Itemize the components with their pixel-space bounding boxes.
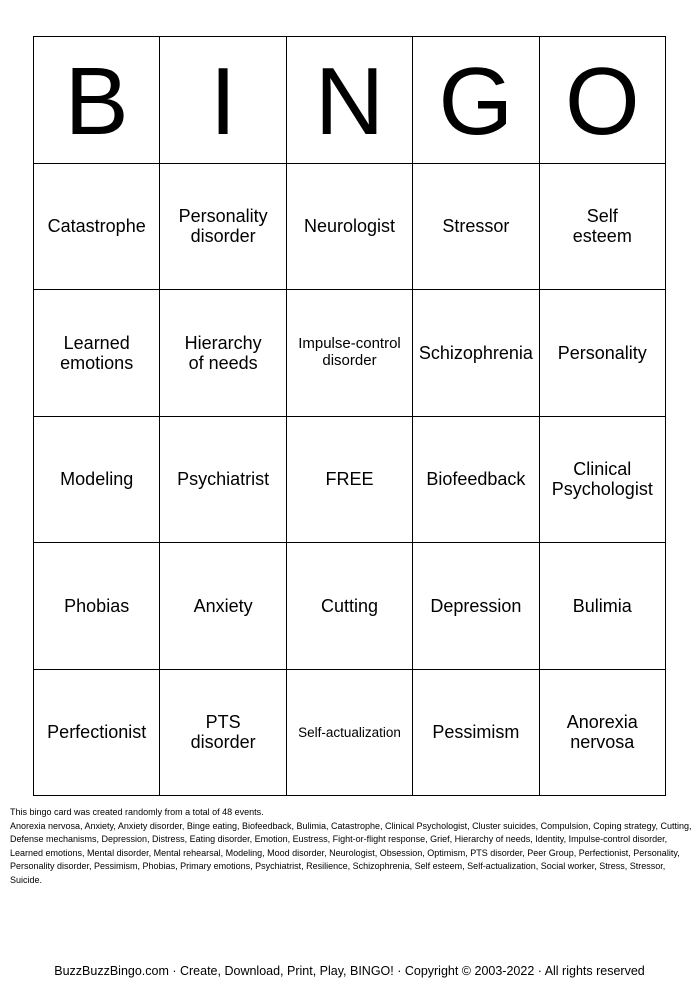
header-letter: G: [438, 47, 514, 155]
cell-text: Perfectionist: [47, 722, 147, 743]
bingo-cell: [413, 417, 539, 544]
header-cell-b: [34, 37, 160, 164]
cell-text: FREE: [325, 469, 374, 490]
bingo-cell: [34, 290, 160, 417]
cell-text: Pessimism: [432, 722, 520, 743]
bingo-cell: [540, 417, 666, 544]
header-letter: I: [209, 47, 237, 155]
bingo-cell: [413, 290, 539, 417]
bingo-cell: [34, 670, 160, 797]
bingo-cell: [287, 670, 413, 797]
bingo-card: [33, 36, 666, 796]
event-list: Anorexia nervosa, Anxiety, Anxiety disorder, Binge eating, Biofeedback, Bulimia, Catastrophe, Clinical Psychologist, Cluster suicides, Compulsion, Coping strategy, Cutting, Defense mechanisms, Depression, Distress, Eating disorder, Emotion, Eustress, Fight-or-flight response, Grief, Hierarchy of needs, Identity, Impulse-control disorder, Learned emotions, Mental disorder, Mental rehearsal, Modeling, Mood disorder, Neurologist, Obsession, Optimism, PTS disorder, Peer Group, Perfectionist, Personality, Personality disorder, Pessimism, Phobias, Primary emotions, Psychiatrist, Resilience, Schizophrenia, Self esteem, Self-actualization, Social worker, Stress, Stressor, Suicide.: [10, 820, 692, 885]
cell-text: Depression: [430, 595, 522, 616]
bingo-cell: [413, 164, 539, 291]
bingo-cell: [540, 670, 666, 797]
bingo-cell: [34, 543, 160, 670]
bingo-cell: [34, 164, 160, 291]
cell-text: Neurologist: [303, 216, 396, 237]
cell-text: Self esteem: [572, 206, 632, 247]
cell-text: Psychiatrist: [177, 469, 270, 490]
copyright-footer: BuzzBuzzBingo.com · Create, Download, Print, Play, BINGO! · Copyright © 2003-2022 · All rights reserved: [54, 964, 645, 978]
bingo-cell: [160, 164, 286, 291]
cell-text: Impulse-control disorder: [298, 334, 401, 369]
cell-text: Bulimia: [572, 595, 632, 616]
bingo-cell: [413, 670, 539, 797]
cell-text: Modeling: [60, 469, 134, 490]
bingo-cell: [413, 543, 539, 670]
header-cell-g: [413, 37, 539, 164]
free-space: [287, 417, 413, 544]
cell-text: Personality disorder: [178, 206, 268, 247]
cell-text: Schizophrenia: [418, 342, 533, 363]
card-intro: This bingo card was created randomly from a total of 48 events.: [10, 807, 264, 817]
bingo-cell: [160, 290, 286, 417]
header-letter: B: [64, 47, 129, 155]
header-letter: N: [314, 47, 385, 155]
bingo-cell: [540, 164, 666, 291]
header-cell-i: [160, 37, 286, 164]
card-notes: [10, 806, 692, 888]
bingo-cell: [160, 417, 286, 544]
cell-text: Phobias: [64, 595, 130, 616]
cell-text: Clinical Psychologist: [551, 459, 653, 500]
bingo-cell: [160, 670, 286, 797]
cell-text: Biofeedback: [426, 469, 526, 490]
bingo-cell: [34, 417, 160, 544]
bingo-cell: [160, 543, 286, 670]
header-cell-n: [287, 37, 413, 164]
bingo-cell: [287, 543, 413, 670]
cell-text: PTS disorder: [190, 712, 256, 753]
cell-text: Anxiety: [193, 595, 253, 616]
bingo-cell: [287, 290, 413, 417]
cell-text: Hierarchy of needs: [184, 332, 262, 373]
bingo-cell: [540, 543, 666, 670]
cell-text: Personality: [557, 342, 647, 363]
header-cell-o: [540, 37, 666, 164]
cell-text: Self-actualization: [298, 724, 401, 740]
cell-text: Catastrophe: [47, 216, 146, 237]
cell-text: Cutting: [320, 595, 379, 616]
cell-text: Anorexia nervosa: [566, 712, 638, 753]
bingo-cell: [540, 290, 666, 417]
cell-text: Stressor: [442, 216, 510, 237]
bingo-cell: [287, 164, 413, 291]
cell-text: Learned emotions: [60, 332, 134, 373]
header-letter: O: [564, 47, 640, 155]
